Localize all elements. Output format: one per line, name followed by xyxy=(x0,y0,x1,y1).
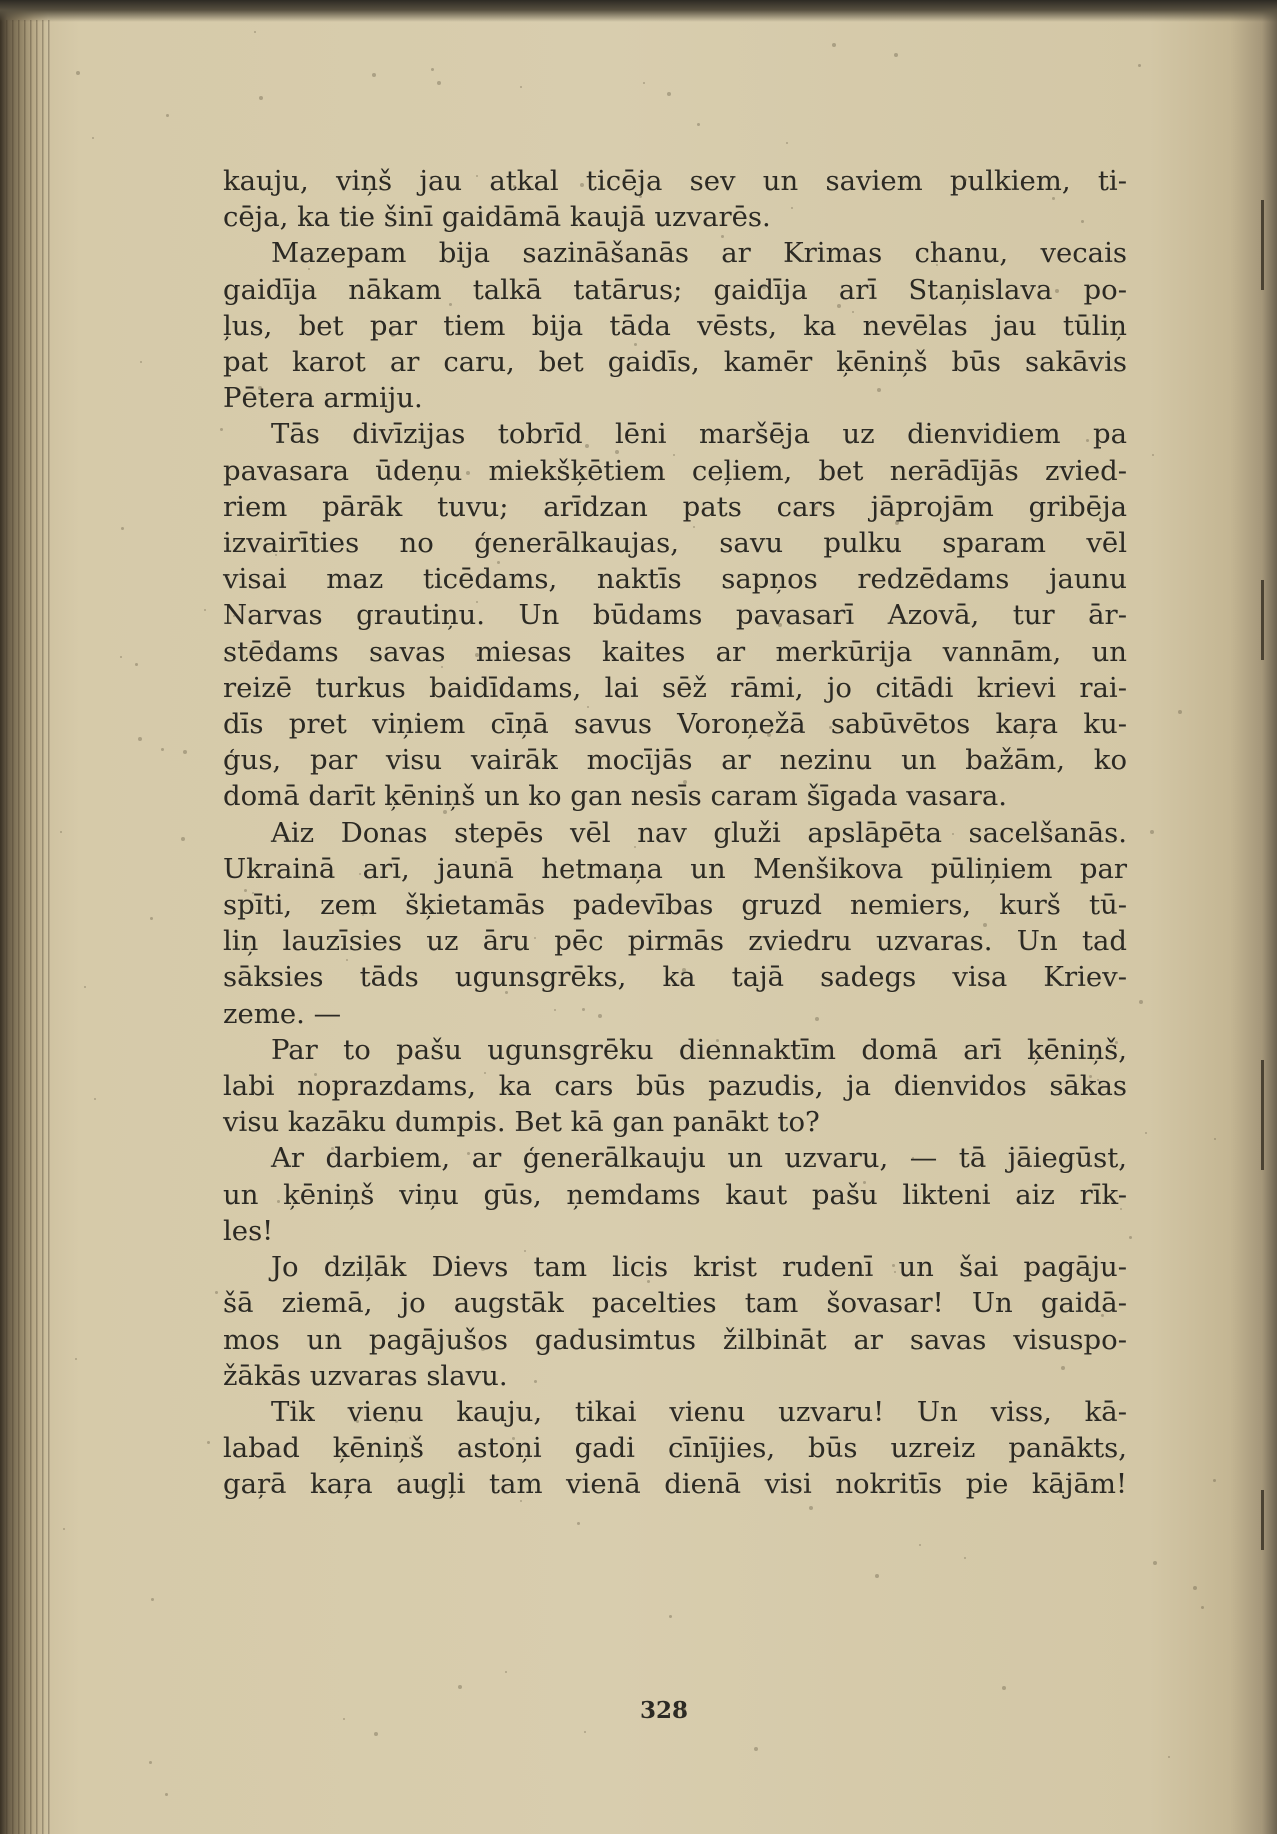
right-margin-marks xyxy=(1261,200,1271,1700)
paper-speckle xyxy=(1139,1000,1143,1004)
paper-speckle xyxy=(721,235,724,238)
paper-speckle xyxy=(431,68,434,71)
paper-speckle xyxy=(120,656,122,658)
paper-speckle xyxy=(952,833,954,835)
paper-speckle xyxy=(1089,1075,1092,1078)
paper-speckle xyxy=(584,1731,586,1733)
paper-speckle xyxy=(1129,1236,1132,1239)
margin-mark xyxy=(1261,580,1264,660)
text-line: stēdams savas miesas kaites ar merkūrija vannām, un xyxy=(223,635,1127,668)
paper-speckle xyxy=(673,454,675,456)
paper-speckle xyxy=(682,968,686,972)
paper-speckle xyxy=(963,178,967,182)
paper-speckle xyxy=(1097,1079,1099,1081)
paper-speckle xyxy=(308,268,310,270)
page-body-text xyxy=(223,163,1127,1503)
paper-speckle xyxy=(647,1280,650,1283)
paper-speckle xyxy=(863,1181,866,1184)
paper-speckle xyxy=(1214,1138,1216,1140)
text-line: zeme. — xyxy=(223,997,342,1030)
paper-speckle xyxy=(183,750,187,754)
paper-speckle xyxy=(983,923,987,927)
paper-speckle xyxy=(161,748,164,751)
paper-speckle xyxy=(912,1157,914,1159)
paper-speckle xyxy=(135,663,138,666)
paper-speckle xyxy=(667,92,671,96)
paper-speckle xyxy=(693,526,695,528)
paper-speckle xyxy=(270,642,274,646)
paper-speckle xyxy=(894,1271,896,1273)
paper-speckle xyxy=(497,561,500,564)
paper-speckle xyxy=(233,615,235,617)
paper-speckle xyxy=(624,768,626,770)
paper-speckle xyxy=(987,793,989,795)
paper-speckle xyxy=(150,917,153,920)
paper-speckle xyxy=(639,195,642,198)
paper-speckle xyxy=(252,892,254,894)
paper-speckle xyxy=(207,1441,210,1444)
paper-speckle xyxy=(121,527,124,530)
text-line: Aiz Donas stepēs vēl nav gluži apslāpēta sacelšanās. xyxy=(271,816,1127,849)
paper-speckle xyxy=(92,137,94,139)
paper-speckle xyxy=(778,623,782,627)
paper-speckle xyxy=(505,991,508,994)
text-line: mos un pagājušos gadusimtus žilbināt ar savas visuspo- xyxy=(223,1323,1127,1356)
paper-speckle xyxy=(395,1420,398,1423)
text-line: gaidīja nākam talkā tatārus; gaidīja arī Staņislava po- xyxy=(223,273,1127,306)
paper-speckle xyxy=(587,706,589,708)
paper-speckle xyxy=(63,1528,65,1530)
paper-speckle xyxy=(476,175,478,177)
text-line: liņ lauzīsies uz āru pēc pirmās zviedru uzvaras. Un tad xyxy=(223,925,1127,958)
paper-speckle xyxy=(1150,830,1154,834)
paper-speckle xyxy=(513,185,516,188)
paper-speckle xyxy=(814,506,818,510)
text-line: Tik vienu kauju, tikai vienu uzvaru! Un viss, kā- xyxy=(271,1395,1127,1428)
paper-speckle xyxy=(615,450,619,454)
paper-speckle xyxy=(554,1009,556,1011)
paper-speckle xyxy=(683,780,687,784)
paper-speckle xyxy=(449,303,452,306)
paper-speckle xyxy=(138,737,142,741)
paper-speckle xyxy=(1153,1561,1157,1565)
paper-speckle xyxy=(181,837,185,841)
paper-speckle xyxy=(837,304,841,308)
paper-speckle xyxy=(166,114,169,117)
paper-speckle xyxy=(669,1615,672,1618)
text-line: izvairīties no ģenerālkaujas, savu pulku sparam vēl xyxy=(223,527,1127,560)
paper-speckle xyxy=(512,1437,515,1440)
paper-speckle xyxy=(505,1671,507,1673)
paper-speckle xyxy=(140,361,142,363)
text-line: Narvas grautiņu. Un būdams pavasarī Azovā, tur ār- xyxy=(223,599,1127,632)
text-line: pavasara ūdeņu miekšķētiem ceļiem, bet nerādījās zvied- xyxy=(223,454,1127,487)
paper-speckle xyxy=(933,573,935,575)
paper-speckle xyxy=(258,386,262,390)
paper-speckle xyxy=(895,521,899,525)
paper-speckle xyxy=(1101,1314,1104,1317)
paper-speckle xyxy=(520,86,522,88)
paper-speckle xyxy=(458,1685,462,1689)
paper-speckle xyxy=(832,43,836,47)
paper-speckle xyxy=(1055,289,1059,293)
paper-speckle xyxy=(215,1291,218,1294)
text-line: Par to pašu ugunsgrēku diennaktīm domā arī ķēniņš, xyxy=(271,1033,1127,1066)
paper-speckle xyxy=(585,444,589,448)
paper-speckle xyxy=(524,1250,526,1252)
paper-speckle xyxy=(634,846,636,848)
text-line: reizē turkus baidīdams, lai sēž rāmi, jo citādi krievi rai- xyxy=(223,671,1127,704)
paper-speckle xyxy=(1193,1586,1197,1590)
paper-speckle xyxy=(964,1557,966,1559)
paper-speckle xyxy=(809,1506,813,1510)
page-top-edge xyxy=(0,0,1277,22)
paper-speckle xyxy=(582,1008,585,1011)
paper-speckle xyxy=(204,609,206,611)
text-line: un ķēniņš viņu gūs, ņemdams kaut pašu likteni aiz rīk- xyxy=(223,1178,1127,1211)
paper-speckle xyxy=(829,726,832,729)
page-number: 328 xyxy=(640,1697,689,1724)
paper-speckle xyxy=(534,937,536,939)
paper-speckle xyxy=(151,1598,154,1601)
paper-speckle xyxy=(391,333,395,337)
paper-speckle xyxy=(76,71,80,75)
paper-speckle xyxy=(94,1098,96,1100)
paper-speckle xyxy=(598,1014,602,1018)
paper-speckle xyxy=(634,343,637,346)
paper-speckle xyxy=(1052,197,1055,200)
paper-speckle xyxy=(420,799,422,801)
paper-speckle xyxy=(75,1358,77,1360)
paper-speckle xyxy=(359,873,361,875)
paper-speckle xyxy=(220,428,223,431)
paper-speckle xyxy=(149,1761,152,1764)
paper-speckle xyxy=(767,733,771,737)
text-line: Ukrainā arī, jaunā hetmaņa un Menšikova pūliņiem par xyxy=(223,852,1127,885)
paper-speckle xyxy=(919,1544,921,1546)
paper-speckle xyxy=(1086,439,1089,442)
text-line: žākās uzvaras slavu. xyxy=(223,1359,508,1392)
paper-speckle xyxy=(409,1437,411,1439)
paper-speckle xyxy=(447,211,449,213)
paper-speckle xyxy=(481,1347,485,1351)
paper-speckle xyxy=(875,1574,879,1578)
paper-speckle xyxy=(791,207,793,209)
paper-speckle xyxy=(877,388,881,392)
text-line: riem pārāk tuvu; arīdzan pats cars jāprojām gribēja xyxy=(223,490,1127,523)
paper-speckle xyxy=(1061,1366,1065,1370)
paper-speckle xyxy=(520,1500,522,1502)
paper-speckle xyxy=(892,1264,895,1267)
paper-speckle xyxy=(554,430,557,433)
paper-speckle xyxy=(467,1152,470,1155)
text-line: domā darīt ķēniņš un ko gan nesīs caram šīgada vasara. xyxy=(223,780,1007,813)
paper-speckle xyxy=(441,666,443,668)
paper-speckle xyxy=(443,810,447,814)
paper-speckle xyxy=(1138,64,1141,67)
paper-speckle xyxy=(785,798,787,800)
text-line: labi noprazdams, ka cars būs pazudis, ja dienvidos sākas xyxy=(223,1070,1127,1103)
paper-speckle xyxy=(1213,1479,1216,1482)
text-line: labad ķēniņš astoņi gadi cīnījies, būs uzreiz panākts, xyxy=(223,1432,1127,1465)
paper-speckle xyxy=(314,1073,317,1076)
text-line: gaŗā kaŗa augļi tam vienā dienā visi nokritīs pie kājām! xyxy=(223,1468,1127,1501)
paper-speckle xyxy=(762,285,766,289)
text-line: dīs pret viņiem cīņā savus Voroņežā sabūvētos kaŗa ku- xyxy=(223,708,1127,741)
text-line: les! xyxy=(223,1214,274,1247)
paper-speckle xyxy=(259,96,263,100)
paper-speckle xyxy=(495,861,497,863)
paper-speckle xyxy=(815,1017,819,1021)
paper-speckle xyxy=(343,1718,345,1720)
paper-speckle xyxy=(428,1484,431,1487)
paper-speckle xyxy=(786,142,788,144)
text-line: sāksies tāds ugunsgrēks, ka tajā sadegs visa Kriev- xyxy=(223,961,1127,994)
text-line: ģus, par visu vairāk mocījās ar nezinu un bažām, ko xyxy=(223,744,1127,777)
paper-speckle xyxy=(254,31,256,33)
paper-speckle xyxy=(333,1333,336,1336)
paper-speckle xyxy=(244,889,247,892)
paper-speckle xyxy=(1168,1756,1170,1758)
paper-speckle xyxy=(1115,1041,1118,1044)
margin-mark xyxy=(1261,1490,1264,1550)
paper-speckle xyxy=(1120,1208,1122,1210)
text-line: Ar darbiem, ar ģenerālkauju un uzvaru, — tā jāiegūst, xyxy=(271,1142,1127,1175)
paper-speckle xyxy=(578,500,581,503)
paper-speckle xyxy=(362,914,364,916)
book-spine-edge xyxy=(0,20,52,1834)
paper-speckle xyxy=(374,1732,378,1736)
paper-speckle xyxy=(356,1420,359,1423)
paper-speckle xyxy=(437,81,441,85)
text-line: pat karot ar caru, bet gaidīs, kamēr ķēniņš būs sakāvis xyxy=(223,346,1127,379)
text-line: cēja, ka tie šinī gaidāmā kaujā uzvarēs. xyxy=(223,201,771,234)
paper-speckle xyxy=(580,183,584,187)
paper-speckle xyxy=(476,601,478,603)
text-line: Jo dziļāk Dievs tam licis krist rudenī un šai pagāju- xyxy=(271,1251,1127,1284)
text-line: Pētera armiju. xyxy=(223,382,423,415)
text-line: šā ziemā, jo augstāk pacelties tam šovasar! Un gaidā- xyxy=(223,1287,1127,1320)
paper-speckle xyxy=(1007,763,1011,767)
paper-speckle xyxy=(1152,454,1154,456)
text-line: Mazepam bija sazināšanās ar Krimas chanu, vecais xyxy=(271,237,1127,270)
margin-mark xyxy=(1261,1060,1264,1170)
paper-speckle xyxy=(84,986,86,988)
margin-mark xyxy=(1261,200,1264,290)
text-line: spīti, zem šķietamās padevības gruzd nemiers, kurš tū- xyxy=(223,889,1127,922)
paper-speckle xyxy=(372,73,376,77)
paper-speckle xyxy=(534,1380,537,1383)
paper-speckle xyxy=(852,311,854,313)
text-line: ļus, bet par tiem bija tāda vēsts, ka nevēlas jau tūliņ xyxy=(223,309,1127,342)
paper-speckle xyxy=(1081,220,1084,223)
text-line: Tās divīzijas tobrīd lēni maršēja uz dienvidiem pa xyxy=(271,418,1127,451)
paper-speckle xyxy=(275,554,277,556)
paper-speckle xyxy=(683,1708,686,1711)
paper-speckle xyxy=(716,1039,719,1042)
paper-speckle xyxy=(60,831,62,833)
paper-speckle xyxy=(727,1117,729,1119)
text-line: visai maz ticēdams, naktīs sapņos redzēdams jaunu xyxy=(223,563,1127,596)
paper-speckle xyxy=(1178,710,1182,714)
paper-speckle xyxy=(331,1147,334,1150)
paper-speckle xyxy=(415,717,417,719)
paper-speckle xyxy=(466,471,470,475)
paper-speckle xyxy=(1201,1606,1204,1609)
paper-speckle xyxy=(643,82,645,84)
paper-speckle xyxy=(277,1200,280,1203)
paper-speckle xyxy=(894,53,898,57)
text-line: kauju, viņš jau atkal ticēja sev un saviem pulkiem, ti- xyxy=(223,165,1127,197)
paper-speckle xyxy=(1002,1686,1006,1690)
paper-speckle xyxy=(936,264,938,266)
paper-speckle xyxy=(754,1747,758,1751)
paper-speckle xyxy=(1145,1132,1147,1134)
paper-speckle xyxy=(582,931,584,933)
paper-speckle xyxy=(999,1049,1001,1051)
text-line: visu kazāku dumpis. Bet kā gan panākt to? xyxy=(223,1106,820,1139)
paper-speckle xyxy=(697,123,700,126)
paper-speckle xyxy=(346,959,348,961)
paper-speckle xyxy=(484,1072,486,1074)
paper-speckle xyxy=(475,653,479,657)
paper-speckle xyxy=(577,1522,580,1525)
paper-speckle xyxy=(165,1793,168,1796)
